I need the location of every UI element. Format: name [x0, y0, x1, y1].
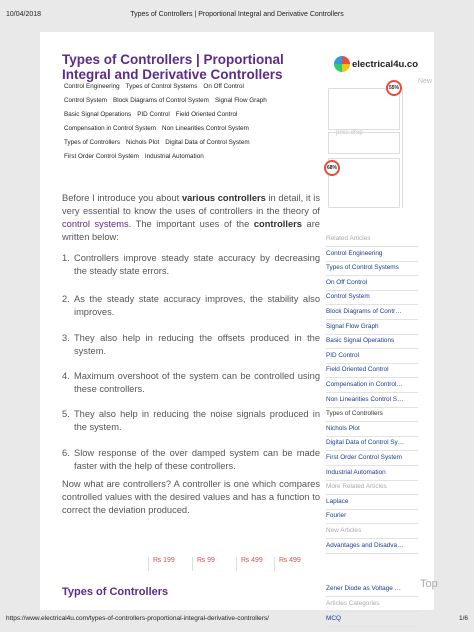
tag-row: [64, 80, 326, 94]
ad-rating-box: [328, 132, 400, 154]
sidebar-article-link[interactable]: Field Oriented Control: [326, 363, 418, 378]
list-text: As the steady state accuracy improves, the stability also improves.: [74, 294, 320, 317]
tag-cloud: [64, 80, 326, 164]
sidebar-section-heading: Related Articles: [326, 232, 418, 247]
back-to-top-button[interactable]: Top: [420, 578, 438, 590]
sidebar-article-link[interactable]: Digital Data of Control Sy…: [326, 436, 418, 451]
list-number: 4.: [62, 371, 70, 381]
ad-panel[interactable]: [326, 76, 434, 226]
tag-link[interactable]: Nichols Plot: [126, 139, 160, 146]
ad-price-strip[interactable]: [62, 552, 320, 572]
sidebar-article-link[interactable]: MCQ: [326, 612, 418, 627]
ad-price[interactable]: ₨ 99: [192, 557, 215, 571]
sidebar-article-link[interactable]: Types of Controllers: [326, 407, 418, 422]
sidebar-section-heading: More Related Articles: [326, 480, 418, 495]
discount-badge-2: 68%: [324, 160, 340, 176]
site-logo[interactable]: [334, 56, 434, 76]
sidebar-article-link[interactable]: Signal Flow Graph: [326, 320, 418, 335]
tag-link[interactable]: Control Engineering: [64, 83, 120, 90]
sidebar-article-link[interactable]: Nichols Plot: [326, 422, 418, 437]
ad-price[interactable]: ₨ 199: [148, 557, 175, 571]
intro-paragraph: Before I introduce you about various controllers in detail, it is very essential to know the uses of controllers in the theory of control systems. The important uses of the controllers are written below:: [62, 193, 320, 242]
tag-link[interactable]: Non Linearities Control System: [162, 125, 249, 132]
tag-link[interactable]: Control System: [64, 97, 108, 104]
tag-link[interactable]: First Order Control System: [64, 153, 139, 160]
sidebar-article-link[interactable]: Control System: [326, 290, 418, 305]
list-text: Slow response of the over damped system can be made faster with the help of these controllers.: [74, 448, 320, 471]
ad-price-drop: price drop: [336, 130, 363, 136]
pdf-header: [0, 0, 474, 30]
tag-link[interactable]: Compensation in Control System: [64, 125, 157, 132]
sidebar-article-link[interactable]: Industrial Automation: [326, 466, 418, 481]
list-text: Maximum overshoot of the system can be controlled using these controllers.: [74, 371, 320, 394]
tag-link[interactable]: Types of Control Systems: [125, 83, 198, 90]
sidebar-article-link[interactable]: First Order Control System: [326, 451, 418, 466]
list-number: 1.: [62, 253, 70, 263]
sidebar-article-link[interactable]: Compensation in Control…: [326, 378, 418, 393]
list-item: [62, 252, 320, 278]
print-url: https://www.electrical4u.com/types-of-controllers-proportional-integral-derivative-controllers/: [6, 615, 269, 622]
tag-link[interactable]: Basic Signal Operations: [64, 111, 132, 118]
list-text: They also help in reducing the noise signals produced in the system.: [74, 409, 320, 432]
ad-price[interactable]: ₨ 499: [236, 557, 263, 571]
print-date: 10/04/2018: [6, 11, 42, 18]
tag-link[interactable]: On Off Control: [203, 83, 244, 90]
definition-paragraph: Now what are controllers? A controller is one which compares controlled values with the desired values and has a function to correct the deviation produced.: [62, 479, 320, 515]
ad-new-label: New: [417, 78, 432, 85]
list-item: [62, 293, 320, 319]
tag-link[interactable]: Block Diagrams of Control System: [113, 97, 209, 104]
tag-row: [64, 94, 326, 108]
sidebar-article-link[interactable]: PID Control: [326, 349, 418, 364]
section-heading: Types of Controllers: [62, 586, 169, 598]
sidebar-article-link[interactable]: On Off Control: [326, 276, 418, 291]
sidebar-article-link: [326, 568, 418, 583]
sidebar-article-link: [326, 553, 418, 568]
list-number: 5.: [62, 409, 70, 419]
logo-icon: [334, 56, 350, 72]
list-text: Controllers improve steady state accuracy by decreasing the steady state errors.: [74, 253, 320, 276]
control-systems-link[interactable]: control systems: [62, 219, 129, 229]
list-item: [62, 370, 320, 396]
tag-row: [64, 122, 326, 136]
sidebar-article-link[interactable]: Non Linearities Control S…: [326, 393, 418, 408]
sidebar-article-link[interactable]: Basic Signal Operations: [326, 334, 418, 349]
sidebar-article-link[interactable]: Block Diagrams of Contr…: [326, 305, 418, 320]
sidebar-article-link[interactable]: Control Engineering: [326, 247, 418, 262]
list-number: 2.: [62, 294, 70, 304]
logo-text: electrical4u.co: [352, 59, 419, 70]
sidebar-article-link[interactable]: Zener Diode as Voltage …: [326, 582, 418, 597]
pdf-footer: [0, 612, 474, 632]
list-item: [62, 447, 320, 473]
list-number: 3.: [62, 333, 70, 343]
tag-row: [64, 136, 326, 150]
ad-divider: [402, 88, 403, 208]
print-page-number: 1/6: [458, 615, 468, 622]
list-number: 6.: [62, 448, 70, 458]
sidebar-section-heading: New Articles: [326, 524, 418, 539]
sidebar-article-link[interactable]: Types of Control Systems: [326, 261, 418, 276]
article-title: Types of Controllers | Proportional Integral and Derivative Controllers: [62, 52, 284, 82]
sidebar: [326, 32, 438, 622]
sidebar-section-heading: Articles Categories: [326, 597, 418, 612]
list-text: They also help in reducing the offsets produced in the system.: [74, 333, 320, 356]
tag-row: [64, 150, 326, 164]
tag-link[interactable]: PID Control: [137, 111, 170, 118]
tag-link[interactable]: Signal Flow Graph: [214, 97, 267, 104]
tag-link[interactable]: Types of Controllers: [64, 139, 120, 146]
tag-link[interactable]: Digital Data of Control System: [165, 139, 250, 146]
sidebar-article-link[interactable]: Laplace: [326, 495, 418, 510]
sidebar-article-link[interactable]: Fourier: [326, 509, 418, 524]
tag-link[interactable]: Field Oriented Control: [175, 111, 238, 118]
sidebar-article-link[interactable]: Advantages and Disadva…: [326, 539, 418, 554]
tag-row: [64, 108, 326, 122]
discount-badge: 55%: [386, 80, 402, 96]
print-title: Types of Controllers | Proportional Integral and Derivative Controllers: [130, 11, 344, 18]
list-item: [62, 332, 320, 358]
list-item: [62, 408, 320, 434]
ad-price[interactable]: ₨ 499: [274, 557, 301, 571]
tag-link[interactable]: Industrial Automation: [144, 153, 204, 160]
